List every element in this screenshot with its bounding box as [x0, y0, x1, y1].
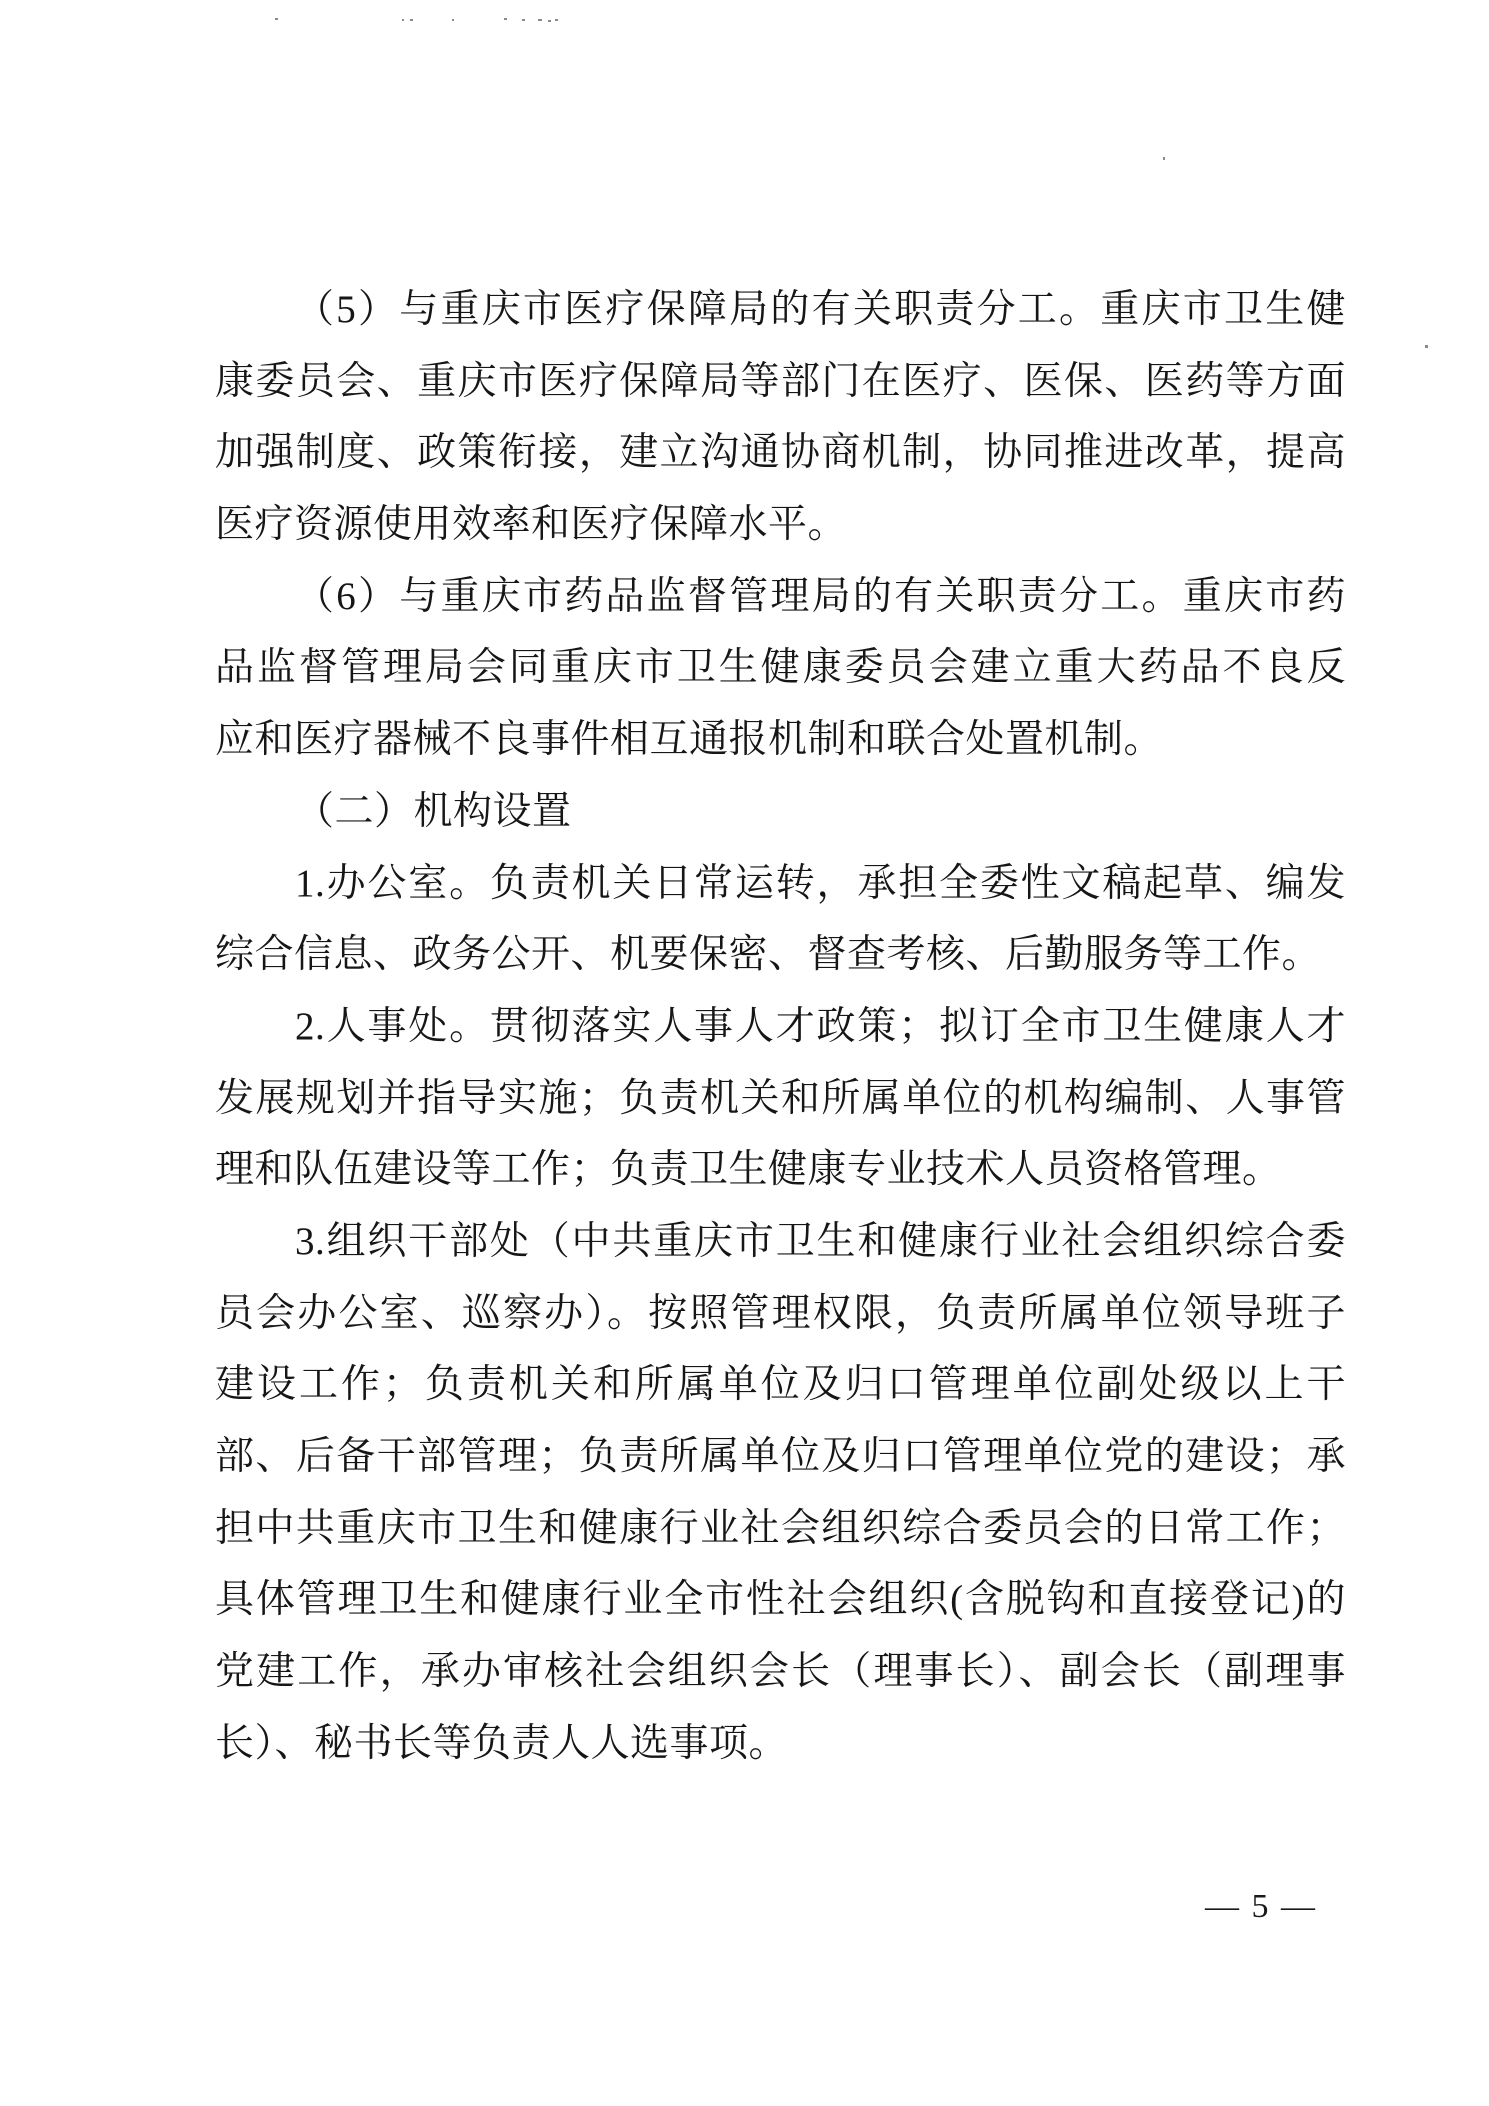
scan-artifact-dot [504, 18, 507, 20]
text-line: 2.人事处。贯彻落实人事人才政策；拟订全市卫生健康人才 [295, 1004, 1346, 1048]
text-line: （5）与重庆市医疗保障局的有关职责分工。重庆市卫生健 [295, 288, 1346, 331]
text-line: 部、后备干部管理；负责所属单位及归口管理单位党的建设；承 [215, 1435, 1346, 1478]
scan-artifact-dot [1163, 157, 1165, 160]
text-line: 建设工作；负责机关和所属单位及归口管理单位副处级以上干 [215, 1363, 1346, 1407]
text-line: 1.办公室。负责机关日常运转，承担全委性文稿起草、编发 [295, 861, 1346, 905]
text-line: 加强制度、政策衔接，建立沟通协商机制，协同推进改革，提高 [215, 431, 1346, 475]
text-line: 理和队伍建设等工作；负责卫生健康专业技术人员资格管理。 [215, 1148, 1282, 1192]
text-line: 3.组织干部处（中共重庆市卫生和健康行业社会组织综合委 [295, 1219, 1346, 1263]
scan-artifact-dot [452, 19, 454, 21]
text-line: 党建工作，承办审核社会组织会长（理事长）、副会长（副理事 [215, 1650, 1346, 1694]
text-line: 品监督管理局会同重庆市卫生健康委员会建立重大药品不良反 [215, 646, 1346, 690]
scan-artifact-dot [275, 18, 278, 20]
text-line: 长）、秘书长等负责人人选事项。 [215, 1721, 789, 1765]
text-line: 综合信息、政务公开、机要保密、督查考核、后勤服务等工作。 [215, 933, 1322, 977]
scan-artifact-dot [538, 19, 542, 21]
page-number: — 5 — [1205, 1888, 1317, 1925]
scan-artifact-dot [410, 19, 413, 21]
text-line: 具体管理卫生和健康行业全市性社会组织(含脱钩和直接登记)的 [215, 1578, 1346, 1622]
scan-artifact-dot [1425, 345, 1428, 348]
text-line: 发展规划并指导实施；负责机关和所属单位的机构编制、人事管 [215, 1076, 1346, 1120]
text-line: 员会办公室、巡察办）。按照管理权限，负责所属单位领导班子 [215, 1291, 1346, 1335]
text-line: （二）机构设置 [295, 789, 572, 833]
scan-artifact-dot [522, 19, 525, 21]
document-body [215, 274, 1346, 1779]
text-line: 应和医疗器械不良事件相互通报机制和联合处置机制。 [215, 718, 1164, 762]
scan-artifact-dot [402, 19, 404, 21]
text-line: 康委员会、重庆市医疗保障局等部门在医疗、医保、医药等方面 [215, 359, 1346, 403]
text-line: （6）与重庆市药品监督管理局的有关职责分工。重庆市药 [295, 574, 1346, 618]
text-line: 医疗资源使用效率和医疗保障水平。 [215, 503, 848, 547]
scan-artifact-dot [555, 19, 558, 21]
scan-artifact-dot [548, 20, 551, 22]
text-line: 担中共重庆市卫生和健康行业社会组织综合委员会的日常工作； [215, 1506, 1346, 1550]
